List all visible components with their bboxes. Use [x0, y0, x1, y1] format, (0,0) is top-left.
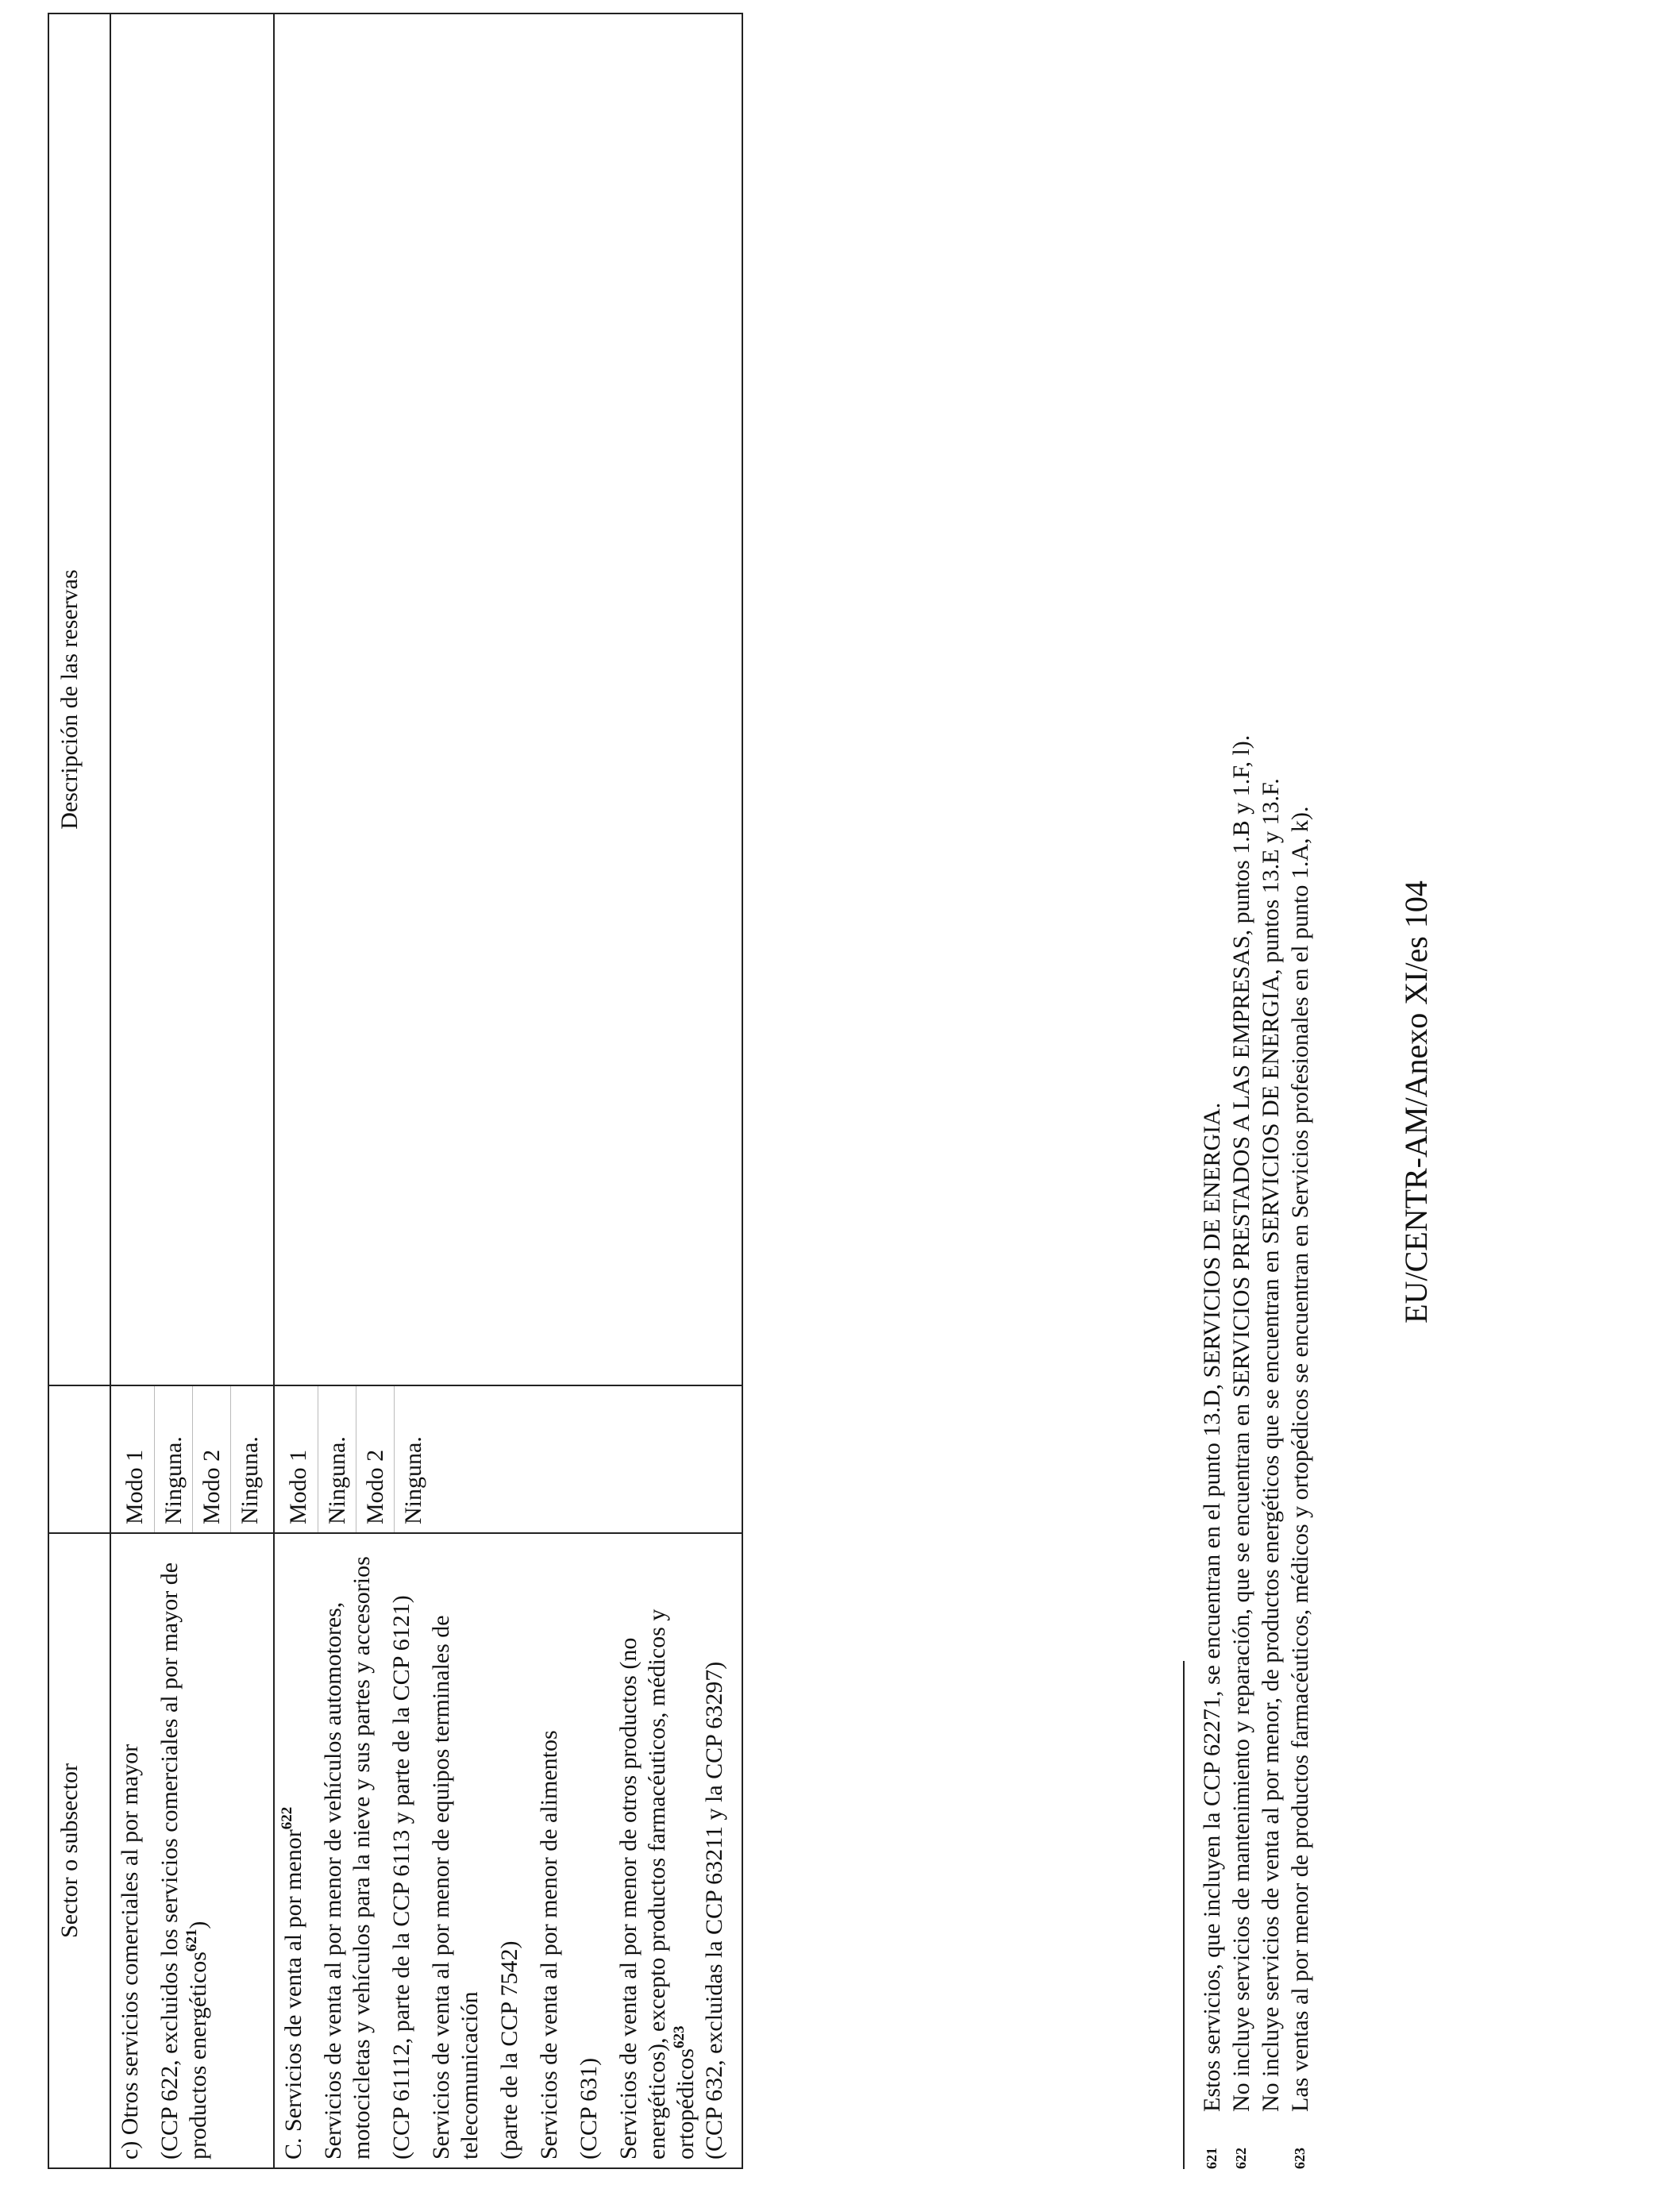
sector-text: (CCP 622, excluidos los servicios comerciales al por mayor de productos energéticos	[156, 1562, 211, 2160]
sector-text	[156, 1542, 213, 2160]
mode-value: Ninguna.	[394, 1386, 432, 1532]
mode-label: Modo 2	[356, 1386, 394, 1532]
footnote	[1256, 486, 1285, 2169]
header-reservations: Descripción de las reservas	[48, 13, 110, 1385]
footnote	[1285, 486, 1315, 2169]
sector-text: (CCP 61112, parte de la CCP 6113 y parte de la CCP 6121)	[388, 1595, 414, 2160]
footnote-text: Las ventas al por menor de productos farmacéuticos, médicos y ortopédicos se encuentran en Servicios profesionales en el punto 1.A, k).	[1287, 806, 1313, 2112]
footnote-ref: 623	[671, 2025, 688, 2049]
sector-text: C. Servicios de venta al por menor	[280, 1829, 306, 2160]
modes-cell	[274, 1385, 742, 1533]
sector-text: Servicios de venta al por menor de equipos terminales de telecomunicación	[428, 1615, 483, 2160]
description-cell	[110, 13, 274, 1385]
sector-text: Servicios de venta al por menor de vehículos automotores, motocicletas y vehículos para la nieve y sus partes y accesorios	[320, 1556, 375, 2160]
mode-value: Ninguna.	[318, 1386, 356, 1532]
footnote-number: 621	[1204, 2148, 1220, 2169]
mode-value: Ninguna.	[154, 1386, 192, 1532]
table-header-row	[48, 13, 110, 2168]
footnote	[1227, 486, 1256, 2169]
sector-cell	[274, 1533, 742, 2168]
sector-cell	[110, 1533, 274, 2168]
mode-label: Modo 1	[121, 1449, 148, 1524]
footnotes	[1183, 486, 1315, 2169]
footnote-ref: 621	[183, 1929, 200, 1952]
footnote-text: No incluye servicios de venta al por menor, de productos energéticos que se encuentran en SERVICIOS DE ENERGIA, puntos 13.E y 13.F.	[1258, 778, 1284, 2112]
mode-value: Ninguna.	[230, 1386, 268, 1532]
footnote-text: Estos servicios, que incluyen la CCP 62271, se encuentran en el punto 13.D, SERVICIOS DE ENERGIA.	[1199, 1102, 1225, 2112]
footnote	[1197, 486, 1227, 2169]
sector-text: Servicios de venta al por menor de alimentos	[536, 1730, 562, 2160]
modes-cell	[110, 1385, 274, 1533]
footnote-number: 623	[1292, 2148, 1308, 2169]
sector-text: (parte de la CCP 7542)	[496, 1940, 522, 2160]
footnote-number: 622	[1233, 2148, 1249, 2169]
sector-text: (CCP 631)	[576, 2057, 602, 2160]
sector-text: c) Otros servicios comerciales al por mayor	[117, 1744, 143, 2160]
header-sector: Sector o subsector	[48, 1533, 110, 2168]
sector-text: )	[185, 1921, 211, 1929]
footnote-text: No incluye servicios de mantenimiento y reparación, que se encuentran en SERVICIOS PRESTADOS A LAS EMPRESAS, puntos 1.B y 1.F, l).	[1228, 734, 1254, 2112]
sector-text: Servicios de venta al por menor de otros productos (no energéticos), excepto productos farmacéuticos, médicos y ortopédicos	[615, 1609, 699, 2160]
sector-text	[615, 1542, 700, 2160]
table-row	[274, 13, 742, 2168]
mode-label: Modo 1	[285, 1449, 311, 1524]
sector-title	[279, 1542, 308, 2160]
footnote-divider	[1183, 1661, 1185, 2169]
footnote-number	[1256, 2112, 1285, 2169]
footnote-ref: 622	[279, 1806, 295, 1830]
page-reference: EU/CENTR-AM/Anexo XI/es 104	[1398, 880, 1434, 1324]
mode-label: Modo 2	[192, 1386, 230, 1532]
sector-text: (CCP 632, excluidas la CCP 63211 y la CCP 63297)	[701, 1661, 727, 2160]
table-row	[110, 13, 274, 2168]
description-cell	[274, 13, 742, 1385]
header-modes	[48, 1385, 110, 1533]
reservations-table	[48, 13, 743, 2169]
